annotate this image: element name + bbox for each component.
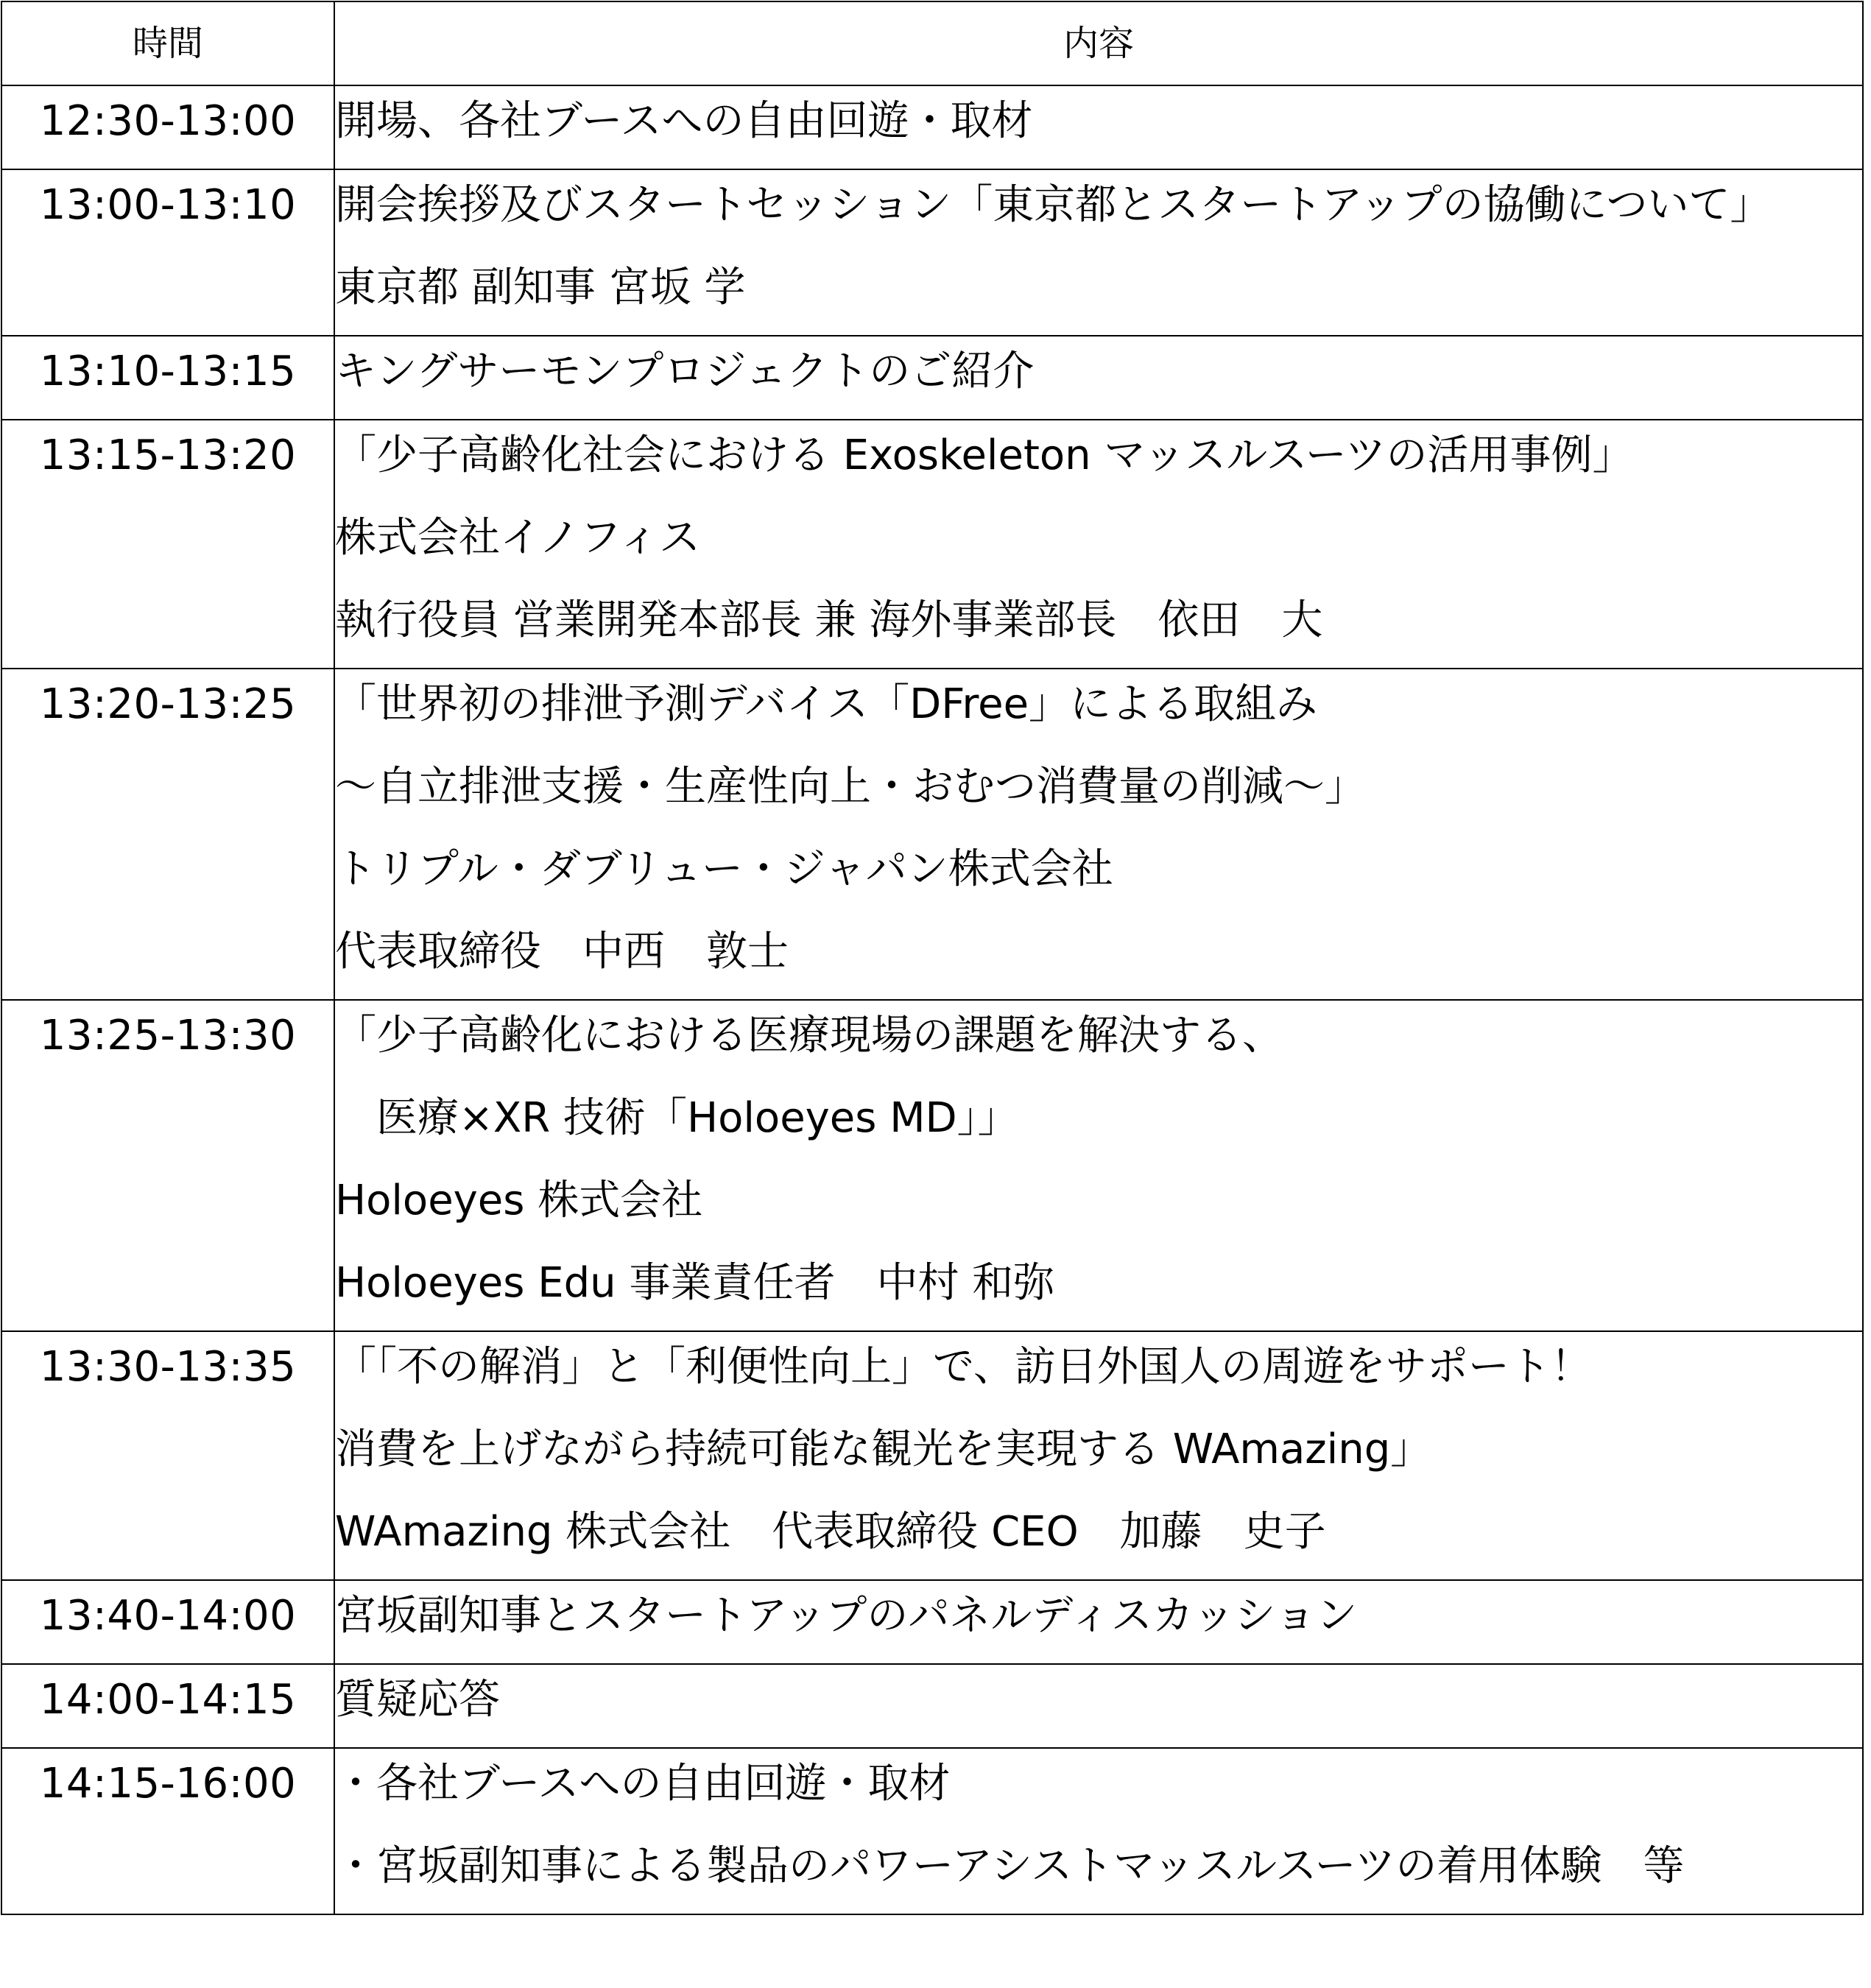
table-row <box>1 1331 1863 1580</box>
content-cell <box>334 1580 1863 1664</box>
content-cell <box>334 1331 1863 1580</box>
content-line: キングサーモンプロジェクトのご紹介 <box>335 348 1035 395</box>
time-cell: 13:20-13:25 <box>1 669 334 1000</box>
time-cell: 13:10-13:15 <box>1 336 334 420</box>
table-row <box>1 1580 1863 1664</box>
content-line: 東京都 副知事 宮坂 学 <box>335 264 746 311</box>
content-line: トリプル・ダブリュー・ジャパン株式会社 <box>335 845 1113 893</box>
table-row <box>1 1664 1863 1748</box>
time-cell: 13:30-13:35 <box>1 1331 334 1580</box>
content-line: 代表取締役 中西 敦士 <box>335 928 789 976</box>
content-line: 「少子高齢化社会における Exoskeleton マッスルスーツの活用事例」 <box>335 431 1634 479</box>
time-cell: 14:15-16:00 <box>1 1748 334 1914</box>
table-row <box>1 85 1863 169</box>
table-row <box>1 336 1863 420</box>
content-cell <box>334 1748 1863 1914</box>
table-row <box>1 1748 1863 1914</box>
schedule-table <box>1 1 1864 1915</box>
content-cell <box>334 169 1863 336</box>
time-cell: 14:00-14:15 <box>1 1664 334 1748</box>
content-line: 「世界初の排泄予測デバイス「DFree」による取組み <box>335 680 1318 728</box>
content-line: 宮坂副知事とスタートアップのパネルディスカッション <box>335 1592 1358 1640</box>
content-line: 「「不の解消」と「利便性向上」で、訪日外国人の周遊をサポート！ <box>335 1343 1592 1391</box>
content-line: Holoeyes Edu 事業責任者 中村 和弥 <box>335 1259 1055 1307</box>
time-cell: 13:25-13:30 <box>1 1000 334 1331</box>
table-row <box>1 169 1863 336</box>
table-row <box>1 1000 1863 1331</box>
header-row <box>1 1 1863 85</box>
time-cell: 13:00-13:10 <box>1 169 334 336</box>
content-line: 医療×XR 技術「Holoeyes MD」」 <box>335 1094 1019 1142</box>
content-cell <box>334 1000 1863 1331</box>
time-cell: 13:40-14:00 <box>1 1580 334 1664</box>
content-line: 消費を上げながら持続可能な観光を実現する WAmazing」 <box>335 1425 1432 1473</box>
content-cell <box>334 85 1863 169</box>
content-cell <box>334 336 1863 420</box>
table-row <box>1 420 1863 669</box>
content-line: 開会挨拶及びスタートセッション「東京都とスタートアップの協働について」 <box>335 181 1772 229</box>
content-cell <box>334 1664 1863 1748</box>
content-line: ～自立排泄支援・生産性向上・おむつ消費量の削減～」 <box>335 763 1366 811</box>
content-line: ・各社ブースへの自由回遊・取材 <box>335 1760 951 1808</box>
time-cell: 13:15-13:20 <box>1 420 334 669</box>
content-cell <box>334 420 1863 669</box>
content-line: 「少子高齢化における医療現場の課題を解決する、 <box>335 1012 1283 1060</box>
time-cell: 12:30-13:00 <box>1 85 334 169</box>
content-cell <box>334 669 1863 1000</box>
content-line: ・宮坂副知事による製品のパワーアシストマッスルスーツの着用体験 等 <box>335 1842 1685 1890</box>
content-line: Holoeyes 株式会社 <box>335 1177 703 1224</box>
content-column-header: 内容 <box>334 1 1863 85</box>
content-line: 執行役員 営業開発本部長 兼 海外事業部長 依田 大 <box>335 596 1323 644</box>
content-line: 株式会社イノフィス <box>335 514 701 562</box>
content-line: 質疑応答 <box>335 1676 500 1724</box>
content-line: WAmazing 株式会社 代表取締役 CEO 加藤 史子 <box>335 1508 1326 1556</box>
content-line: 開場、各社ブースへの自由回遊・取材 <box>335 97 1033 145</box>
table-row <box>1 669 1863 1000</box>
time-column-header: 時間 <box>1 1 334 85</box>
